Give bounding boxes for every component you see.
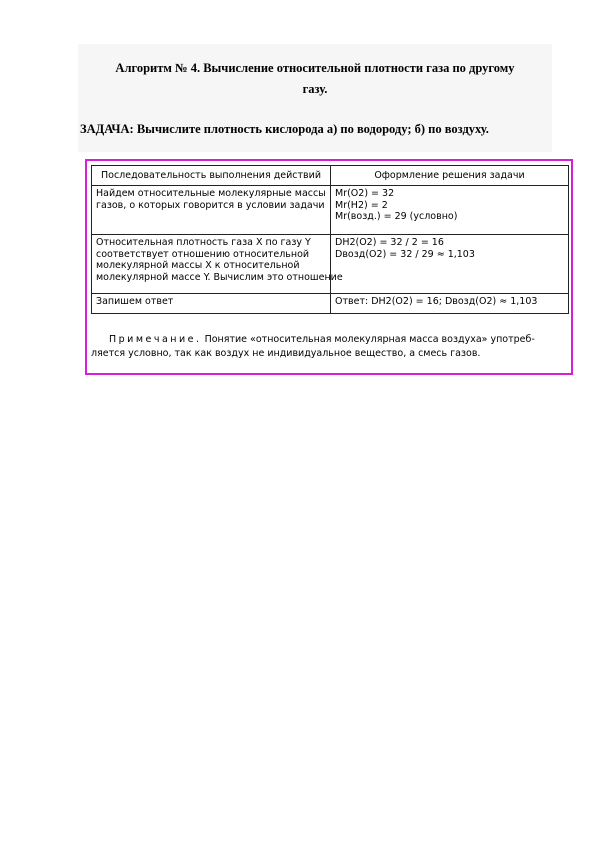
- note-text-1: Понятие «относительная молекулярная масса воздуха» употреб-: [204, 334, 535, 345]
- page-title: [78, 58, 552, 100]
- title-line-2: газу.: [302, 82, 328, 96]
- solution-cell: [331, 186, 569, 235]
- table-row: [92, 294, 569, 314]
- table-row: [92, 235, 569, 294]
- step-text: соответствует отношению относительной: [96, 248, 310, 260]
- formula: Mr(возд.) = 29 (условно): [335, 211, 458, 222]
- table-header-row: [92, 166, 569, 186]
- note-text-2: ляется условно, так как воздух не индивидуальное вещество, а смесь газов.: [91, 348, 481, 359]
- solution-table: [91, 165, 569, 314]
- step-text: молекулярной массе Y. Вычислим это отношение: [96, 271, 343, 283]
- step-cell: [92, 235, 343, 294]
- step-text: Запишем ответ: [96, 296, 174, 307]
- step-text: газов, о которых говорится в условии задачи: [96, 199, 325, 211]
- title-line-1: Алгоритм № 4. Вычисление относительной плотности газа по другому: [115, 61, 515, 75]
- formula: Dвозд(O2) = 32 / 29 ≈ 1,103: [335, 248, 475, 260]
- step-text: Найдем относительные молекулярные массы: [96, 188, 326, 199]
- note-label: Примечание.: [109, 334, 202, 345]
- task-statement: ЗАДАЧА: Вычислите плотность кислорода а) по водороду; б) по воздуху.: [80, 122, 489, 136]
- step-text: молекулярной массы X к относительной: [96, 260, 300, 271]
- formula: Mr(H2) = 2: [335, 199, 388, 211]
- solution-cell: [331, 235, 569, 294]
- formula: DH2(O2) = 32 / 2 = 16: [335, 237, 444, 248]
- note: [91, 333, 569, 361]
- step-cell: [92, 186, 331, 235]
- formula: Mr(O2) = 32: [335, 188, 395, 199]
- step-text: Относительная плотность газа X по газу Y: [96, 237, 311, 248]
- solution-frame: [85, 159, 573, 375]
- answer-formula: Ответ: DH2(O2) = 16; Dвозд(O2) ≈ 1,103: [335, 296, 538, 307]
- table-row: [92, 186, 569, 235]
- solution-cell: [331, 294, 569, 314]
- header-solution: Оформление решения задачи: [331, 166, 569, 186]
- header-steps: Последовательность выполнения действий: [92, 166, 331, 186]
- step-cell: [92, 294, 331, 314]
